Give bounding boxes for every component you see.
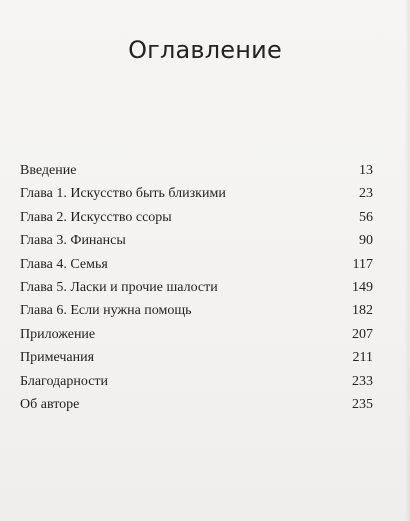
toc-entry-about-author [20, 397, 373, 420]
toc-entry-label: Глава 1. Искусство быть близкими [20, 186, 226, 202]
toc-entry-page: 207 [352, 326, 373, 342]
page-edge-shadow [404, 0, 410, 521]
toc-entry-notes [20, 350, 373, 373]
toc-entry-chapter-3 [20, 233, 373, 256]
toc-entry-chapter-5 [20, 280, 373, 303]
toc-entry-chapter-4 [20, 257, 373, 280]
toc-entry-page: 149 [352, 279, 373, 295]
toc-entry-page: 90 [359, 233, 373, 249]
toc-entry-page: 233 [352, 373, 373, 389]
toc-entry-label: Глава 5. Ласки и прочие шалости [20, 279, 218, 295]
toc-entry-label: Введение [20, 163, 77, 178]
toc-entry-acknowledgements [20, 374, 373, 397]
toc-entry-page: 13 [359, 163, 373, 178]
toc-entry-chapter-2 [20, 210, 373, 233]
toc-entry-label: Благодарности [20, 373, 109, 389]
toc-entry-chapter-1 [20, 186, 373, 209]
toc-entry-label: Глава 3. Финансы [20, 233, 126, 249]
toc-entry-page: 211 [352, 350, 373, 366]
page-title: Оглавление [128, 36, 282, 64]
toc-entry-label: Примечания [20, 350, 95, 366]
toc-entry-label: Об авторе [20, 396, 80, 412]
toc-entry-page: 23 [359, 186, 373, 202]
toc-entry-chapter-6 [20, 303, 373, 326]
toc-entry-label: Приложение [20, 326, 96, 342]
toc-entry-label: Глава 2. Искусство ссоры [20, 209, 172, 225]
toc-entry-label: Глава 6. Если нужна помощь [20, 303, 192, 319]
toc-entry-label: Глава 4. Семья [20, 256, 108, 272]
toc-entry-page: 182 [352, 303, 373, 319]
toc-entry-appendix [20, 327, 373, 350]
toc-entry-page: 235 [352, 396, 373, 412]
toc-entry-introduction [20, 163, 373, 186]
toc-entry-page: 56 [359, 209, 373, 225]
toc-entry-page: 117 [352, 256, 373, 272]
table-of-contents [20, 163, 373, 420]
